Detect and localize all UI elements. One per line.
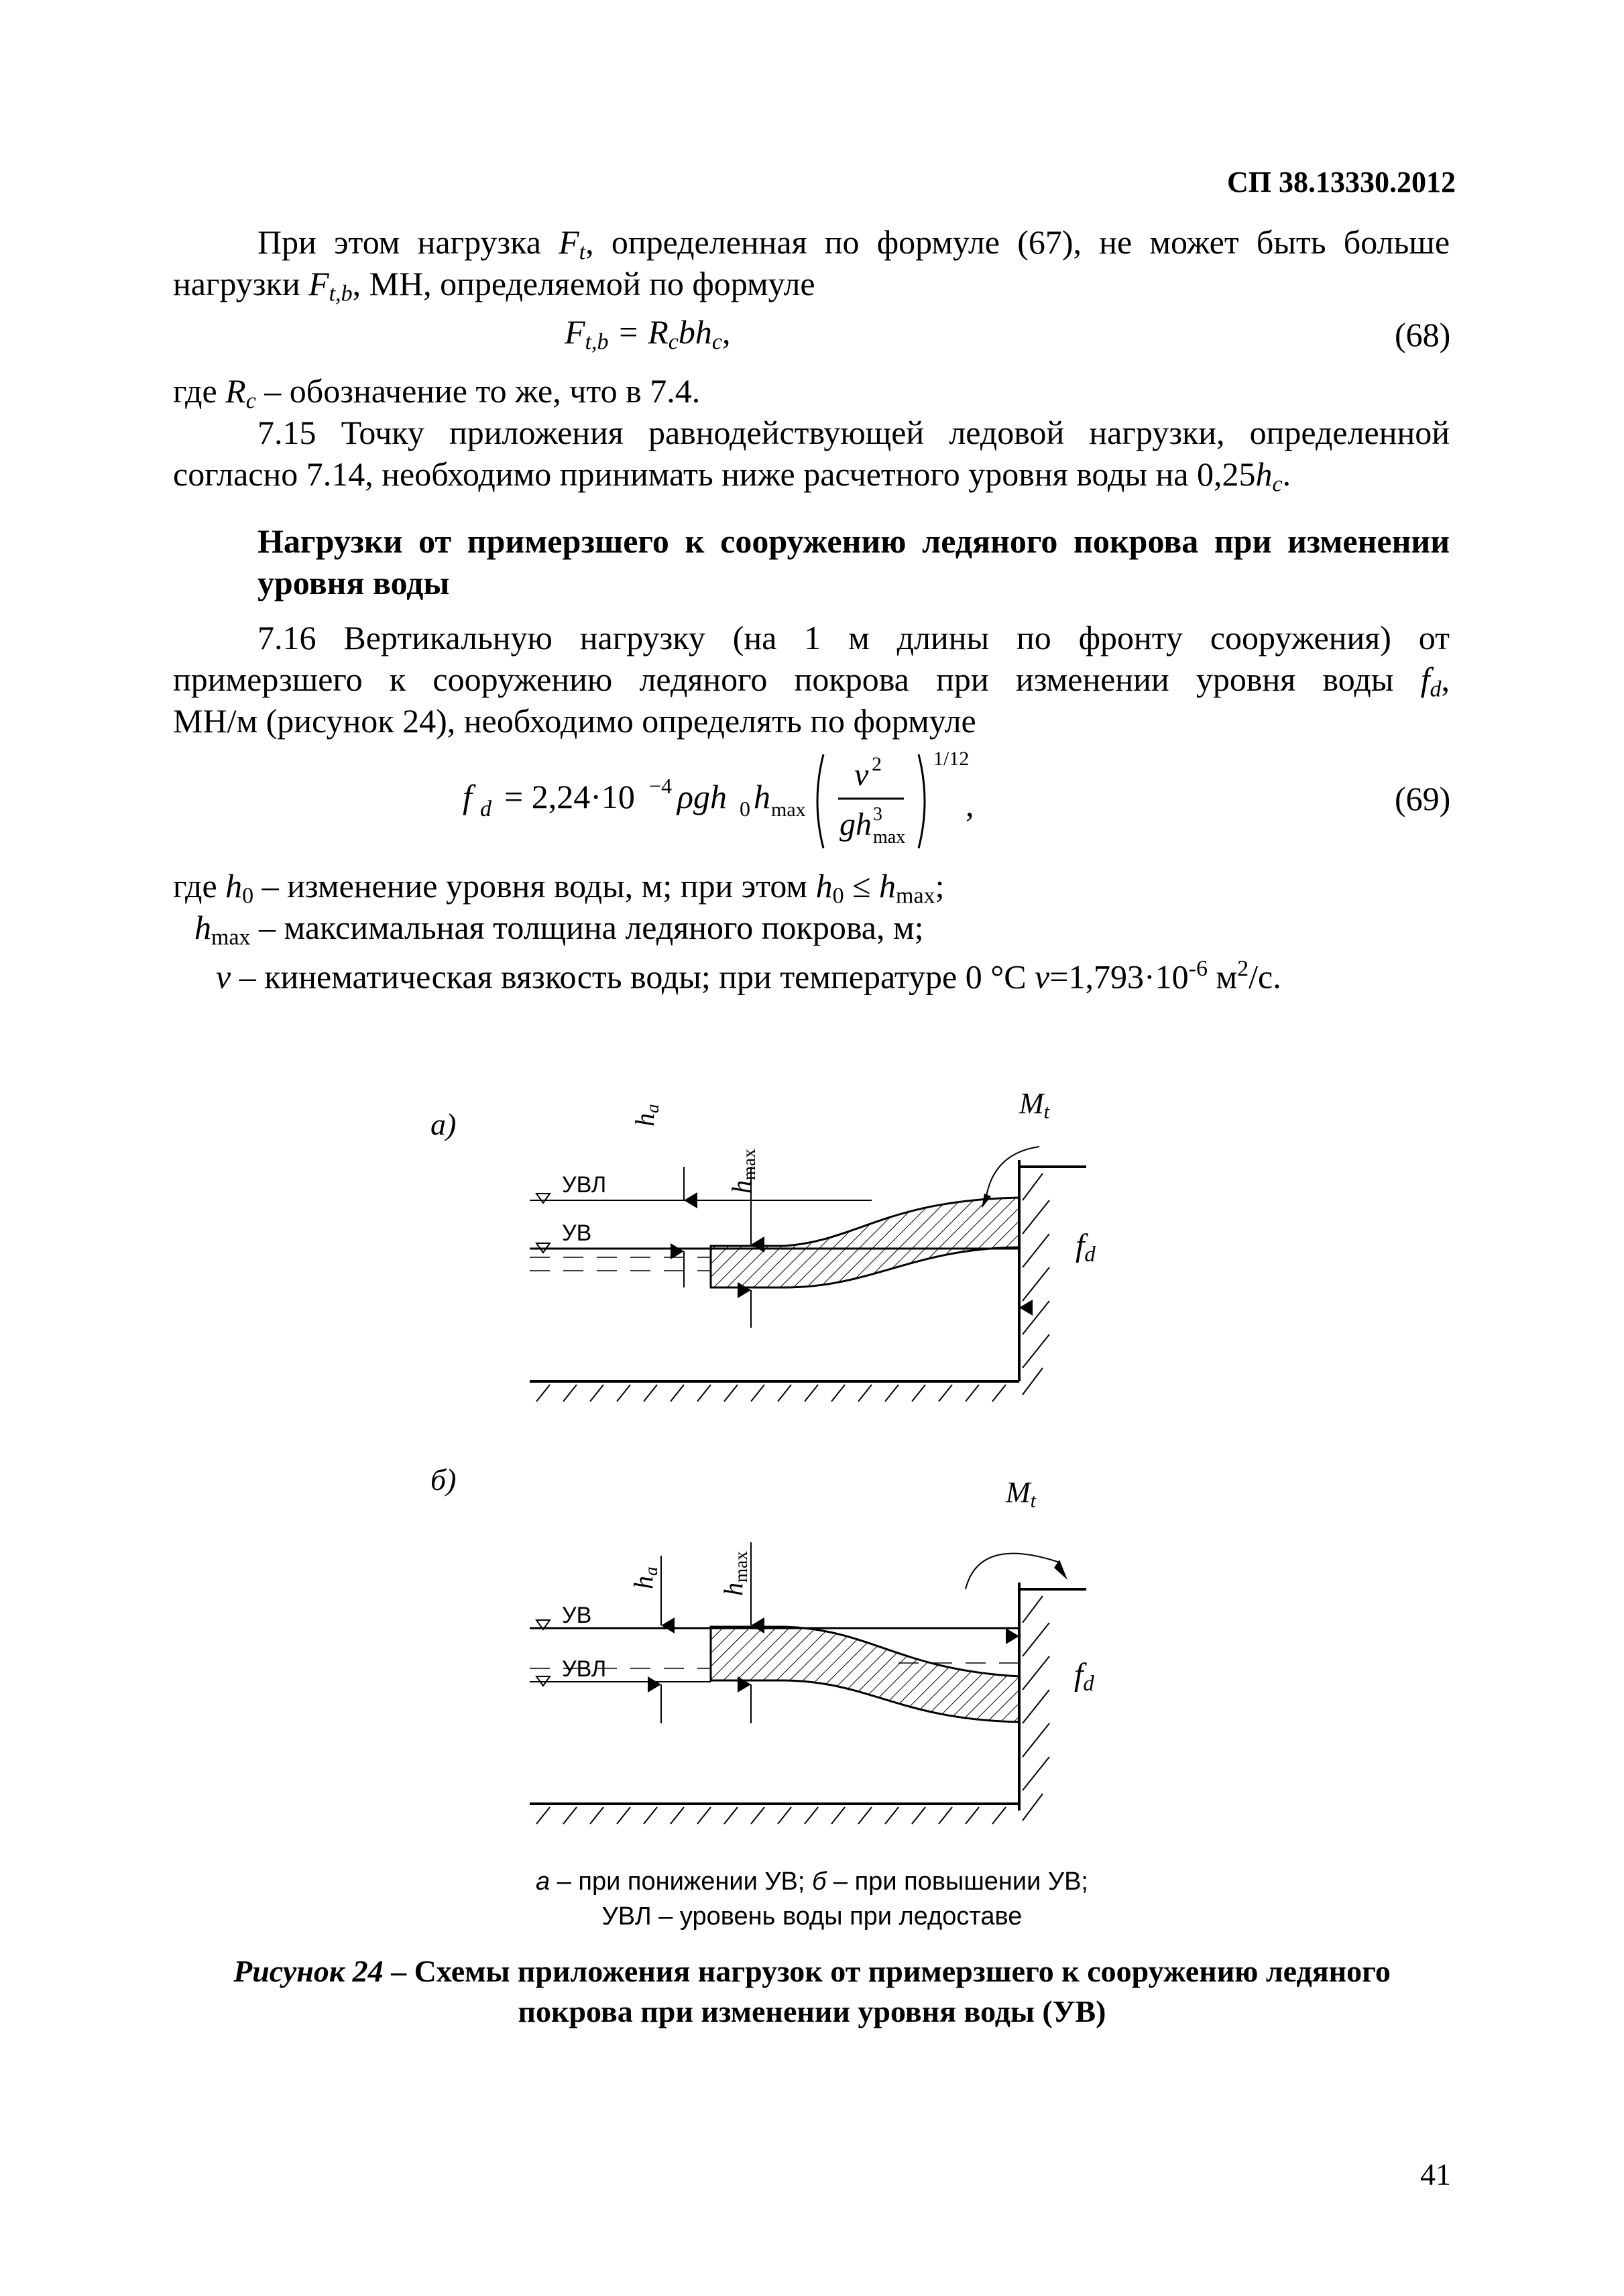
svg-text:2: 2 [872, 753, 882, 775]
page-number: 41 [1420, 2157, 1451, 2191]
figure-a-fd-label: $f_d$ [1076, 1228, 1096, 1267]
svg-text:gh: gh [839, 807, 872, 842]
where-rc: где $R_c$ – обозначение то же, что в 7.4. [173, 372, 701, 414]
figure-legend: а – при понижении УВ; б – при повышении УВ; УВЛ – уровень воды при ледоставе [536, 1868, 1088, 1931]
where-v: v – кинематическая вязкость воды; при температуре 0 °С $v=1,793\cdot 10^{-6}$ $м^2/с$. [216, 956, 1281, 996]
figure-a-uv-label: УВ [562, 1220, 592, 1246]
formula-69 [456, 741, 979, 855]
svg-text:,: , [966, 786, 974, 823]
where-h0: где $h_0$ – изменение уровня воды, м; при этом $h_0 \le h_{max}$; [173, 867, 945, 909]
svg-text:max: max [771, 799, 806, 821]
svg-text:1/12: 1/12 [933, 748, 970, 770]
figure-b-label: б) [430, 1462, 457, 1497]
formula-69-number: (69) [1395, 780, 1451, 817]
paragraph-7-16-line3: МН/м (рисунок 24), необходимо определять по формуле [173, 702, 976, 740]
figure-a-ha-label: $h_a$ [630, 1104, 662, 1127]
ice-sheet [711, 1198, 1019, 1287]
svg-text:d: d [480, 797, 491, 821]
svg-text:h: h [754, 778, 770, 815]
figure-a-uvl-label: УВЛ [562, 1172, 607, 1198]
paragraph-load-limit: При этом нагрузка $F_t$, определенная по формуле (67), не может быть больше [257, 223, 1450, 265]
section-heading: Нагрузки от примерзшего к сооружению ледяного покрова при изменении [257, 522, 1450, 560]
svg-text:3: 3 [873, 804, 882, 825]
figure-b-diagram [523, 1495, 1126, 1844]
svg-text:f: f [463, 778, 472, 815]
figure-b-ha-label: $h_a$ [628, 1566, 661, 1589]
paragraph-7-15: 7.15 Точку приложения равнодействующей ледовой нагрузки, определенной [257, 414, 1450, 451]
right-paren [919, 754, 925, 848]
bottom-hatching [536, 1385, 1006, 1401]
document-code: СП 38.13330.2012 [1227, 166, 1456, 198]
svg-text:max: max [873, 827, 906, 848]
paragraph-7-16: 7.16 Вертикальную нагрузку (на 1 м длины по фронту сооружения) от [257, 619, 1450, 656]
left-paren [817, 754, 823, 848]
moment-arrowhead-icon [1054, 1560, 1067, 1580]
uvl-marker-icon [536, 1194, 550, 1203]
figure-b-mt-label: $M_t$ [1006, 1476, 1036, 1512]
formula-68-number: (68) [1395, 316, 1451, 353]
moment-arc [986, 1147, 1039, 1200]
svg-text:v: v [854, 757, 869, 793]
figure-b-hmax-label: $h_{max}$ [718, 1551, 751, 1596]
svg-text:ρgh: ρgh [677, 778, 727, 815]
ice-sheet [711, 1627, 1019, 1722]
wall-hatching [1023, 1173, 1049, 1395]
moment-arc [966, 1554, 1059, 1589]
wall-hatching [1023, 1596, 1049, 1821]
figure-b-fd-label: $f_d$ [1074, 1657, 1094, 1697]
figure-caption: Рисунок 24 – Схемы приложения нагрузок от примерзшего к сооружению ледяного покрова при изменении уровня воды (УВ) [233, 1954, 1391, 2028]
svg-text:= 2,24·10: = 2,24·10 [504, 778, 635, 815]
figure-b-uv-label: УВ [562, 1603, 592, 1628]
svg-text:0: 0 [740, 797, 750, 821]
where-hmax: $h_{max}$ – максимальная толщина ледяного покрова, м; [194, 909, 924, 950]
figure-b-uvl-label: УВЛ [562, 1656, 607, 1682]
figure-a-mt-label: $M_t$ [1019, 1087, 1049, 1123]
bottom-hatching [536, 1807, 1006, 1824]
paragraph-7-16-line2: примерзшего к сооружению ледяного покрова при изменении уровня воды $f_d$, [173, 661, 1450, 702]
section-heading-cont: уровня воды [257, 564, 450, 601]
formula-68: $F_{t,b} = R_cbh_c$, [565, 313, 731, 355]
paragraph-load-limit-cont: нагрузки $F_{t,b}$, МН, определяемой по формуле [173, 265, 815, 306]
figure-a-label: а) [430, 1107, 457, 1141]
svg-text:−4: −4 [649, 774, 673, 798]
figure-a-hmax-label: $h_{max}$ [726, 1149, 759, 1194]
paragraph-7-15-cont: согласно 7.14, необходимо принимать ниже расчетного уровня воды на $0,25h_c$. [173, 455, 1291, 497]
